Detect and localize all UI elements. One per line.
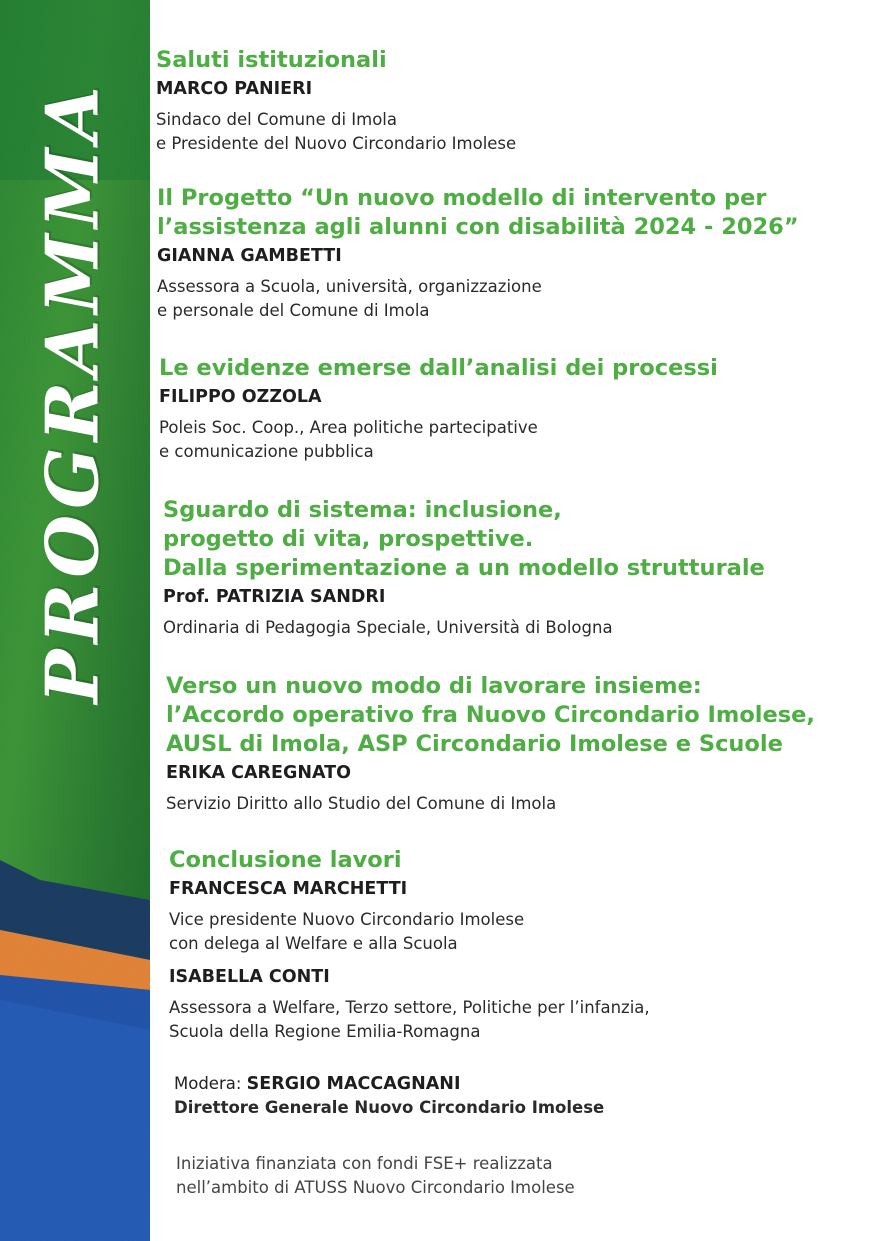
- speaker-name: FILIPPO OZZOLA: [159, 387, 322, 407]
- title-line: l’assistenza agli alunni con disabilità 2024 - 2026”: [157, 214, 799, 240]
- section-sguardo: [163, 496, 765, 640]
- role-line: Sindaco del Comune di Imola: [156, 110, 397, 129]
- moderator-label: Modera:: [174, 1074, 242, 1093]
- speaker-name: MARCO PANIERI: [156, 79, 313, 99]
- speaker-name: FRANCESCA MARCHETTI: [169, 879, 408, 899]
- role-line: Servizio Diritto allo Studio del Comune di Imola: [166, 794, 557, 813]
- speaker-role: [169, 908, 650, 956]
- section-conclusione: [169, 846, 650, 1044]
- role-line: Scuola della Regione Emilia-Romagna: [169, 1022, 481, 1041]
- title-line: Verso un nuovo modo di lavorare insieme:: [166, 673, 702, 699]
- speaker-name: GIANNA GAMBETTI: [157, 246, 342, 266]
- moderator-role: Direttore Generale Nuovo Circondario Imolese: [174, 1098, 605, 1117]
- funding-note: [176, 1152, 575, 1200]
- title-line: Sguardo di sistema: inclusione,: [163, 497, 562, 523]
- role-line: e comunicazione pubblica: [159, 442, 374, 461]
- section-title: [157, 184, 799, 242]
- funding-line: Iniziativa finanziata con fondi FSE+ realizzata: [176, 1154, 553, 1173]
- role-line: Ordinaria di Pedagogia Speciale, Università di Bologna: [163, 618, 613, 637]
- role-line: Vice presidente Nuovo Circondario Imolese: [169, 910, 525, 929]
- section-title: [169, 846, 650, 875]
- title-line: AUSL di Imola, ASP Circondario Imolese e Scuole: [166, 731, 783, 757]
- role-line: e personale del Comune di Imola: [157, 301, 430, 320]
- role-line: con delega al Welfare e alla Scuola: [169, 934, 458, 953]
- funding-line: nell’ambito di ATUSS Nuovo Circondario Imolese: [176, 1178, 575, 1197]
- speaker-name: Prof. PATRIZIA SANDRI: [163, 587, 386, 607]
- speaker-role: [156, 108, 516, 156]
- section-saluti: [156, 46, 516, 156]
- title-line: Il Progetto “Un nuovo modello di intervento per: [157, 185, 767, 211]
- role-line: Poleis Soc. Coop., Area politiche partecipative: [159, 418, 538, 437]
- title-line: progetto di vita, prospettive.: [163, 526, 534, 552]
- speaker-role: [157, 275, 799, 323]
- section-progetto: [157, 184, 799, 323]
- speaker-role: [166, 792, 815, 816]
- moderator-line: [174, 1072, 604, 1096]
- section-title: [159, 354, 718, 383]
- title-line: Saluti istituzionali: [156, 47, 387, 73]
- role-line: Assessora a Welfare, Terzo settore, Politiche per l’infanzia,: [169, 998, 650, 1017]
- title-line: Conclusione lavori: [169, 847, 402, 873]
- speaker-role: [159, 416, 718, 464]
- section-title: [163, 496, 765, 583]
- speaker-role: [163, 616, 765, 640]
- section-accordo: [166, 672, 815, 816]
- role-line: Assessora a Scuola, università, organizzazione: [157, 277, 542, 296]
- title-line: l’Accordo operativo fra Nuovo Circondario Imolese,: [166, 702, 815, 728]
- title-line: Dalla sperimentazione a un modello strutturale: [163, 555, 765, 581]
- speaker-role-second: [169, 996, 650, 1044]
- section-title: [166, 672, 815, 759]
- section-evidenze: [159, 354, 718, 464]
- programma-title: PROGRAMMA: [29, 80, 115, 704]
- role-line: e Presidente del Nuovo Circondario Imolese: [156, 134, 517, 153]
- moderator-block: [174, 1072, 604, 1120]
- speaker-name: ERIKA CAREGNATO: [166, 763, 351, 783]
- moderator-name: SERGIO MACCAGNANI: [246, 1074, 461, 1094]
- title-line: Le evidenze emerse dall’analisi dei processi: [159, 355, 718, 381]
- speaker-name-second: ISABELLA CONTI: [169, 967, 330, 987]
- section-title: [156, 46, 516, 75]
